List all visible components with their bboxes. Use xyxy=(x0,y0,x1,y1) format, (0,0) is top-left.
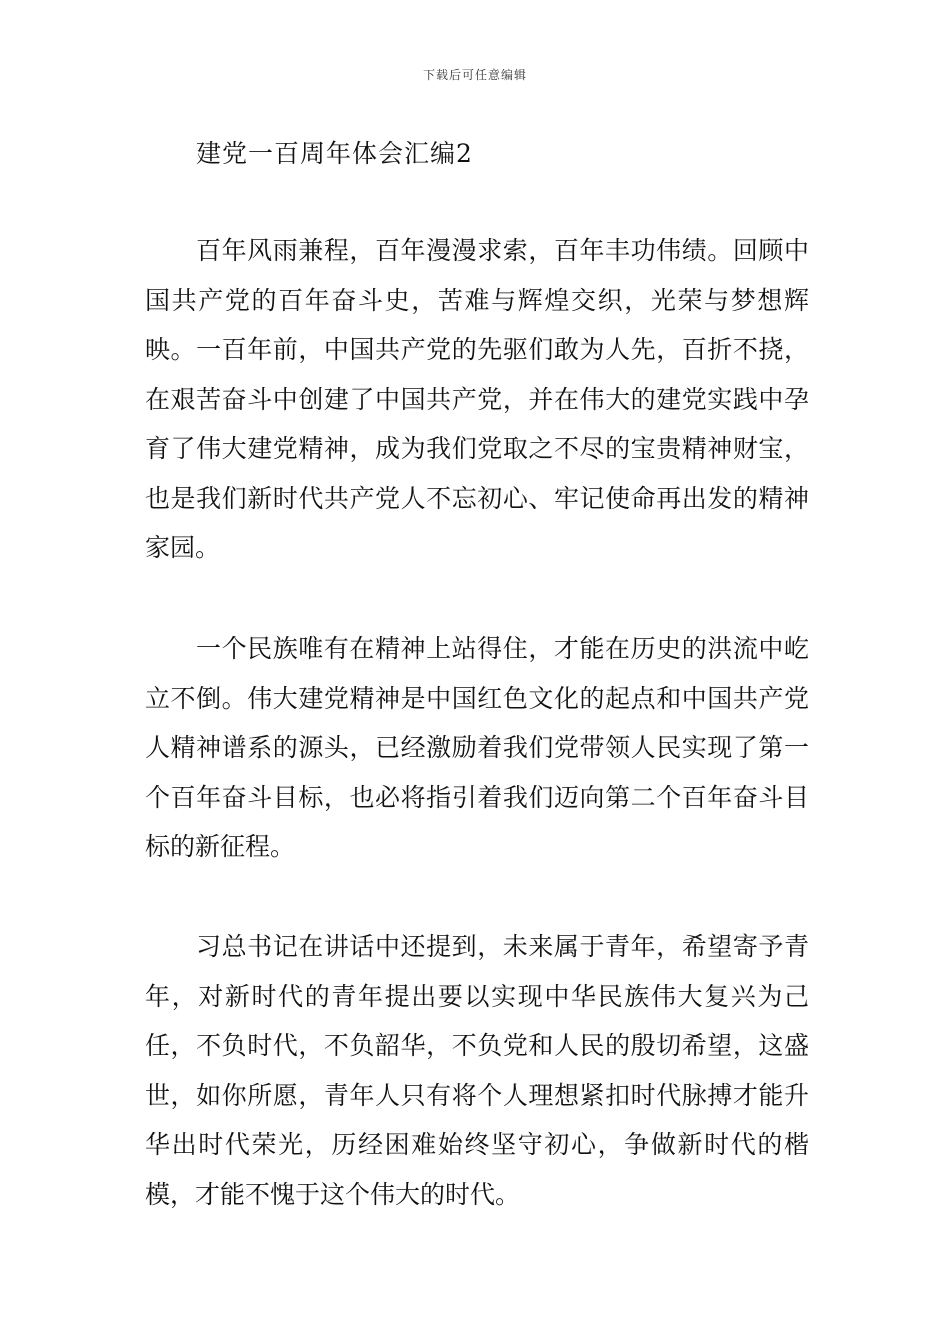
body-paragraph-2: 一个民族唯有在精神上站得住，才能在历史的洪流中屹立不倒。伟大建党精神是中国红色文化的起点和中国共产党人精神谱系的源头，已经激励着我们党带领人民实现了第一个百年奋斗目标，也必将指引着我们迈向第二个百年奋斗目标的新征程。 xyxy=(145,634,809,861)
body-paragraph-1: 百年风雨兼程，百年漫漫求索，百年丰功伟绩。回顾中国共产党的百年奋斗史，苦难与辉煌交织，光荣与梦想辉映。一百年前，中国共产党的先驱们敢为人先，百折不挠，在艰苦奋斗中创建了中国共产党，并在伟大的建党实践中孕育了伟大建党精神，成为我们党取之不尽的宝贵精神财宝，也是我们新时代共产党人不忘初心、牢记使命再出发的精神家园。 xyxy=(145,236,809,562)
body-paragraph-3: 习总书记在讲话中还提到，未来属于青年，希望寄予青年，对新时代的青年提出要以实现中华民族伟大复兴为己任，不负时代，不负韶华，不负党和人民的殷切希望，这盛世，如你所愿，青年人只有将个人理想紧扣时代脉搏才能升华出时代荣光，历经困难始终坚守初心，争做新时代的楷模，才能不愧于这个伟大的时代。 xyxy=(145,932,809,1209)
page-header-note: 下载后可任意编辑 xyxy=(422,68,527,82)
document-title: 建党一百周年体会汇编2 xyxy=(196,139,473,168)
